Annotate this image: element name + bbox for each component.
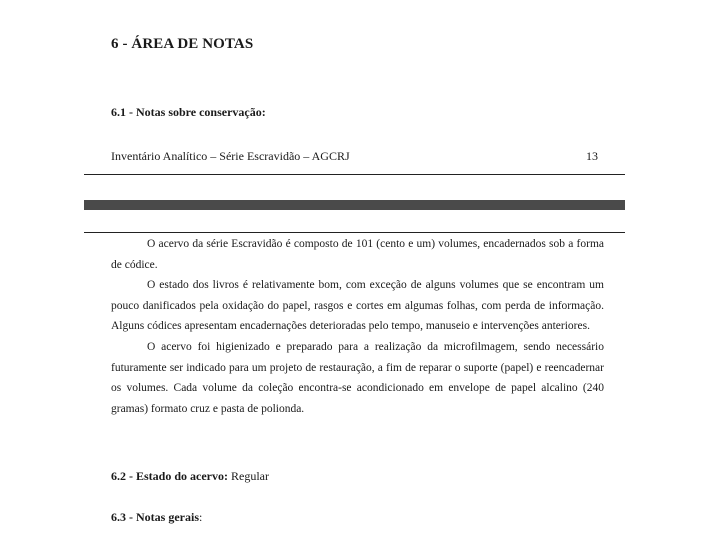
running-header-title: Inventário Analítico – Série Escravidão – AGCRJ bbox=[111, 149, 350, 163]
subsection-label: 6.1 - Notas sobre conservação: bbox=[111, 105, 266, 119]
subsection-colon: : bbox=[198, 510, 203, 524]
page-number: 13 bbox=[586, 149, 598, 163]
page-break-separator bbox=[84, 200, 625, 210]
section-title: 6 - ÁREA DE NOTAS bbox=[111, 36, 254, 52]
state-value: Regular bbox=[231, 469, 269, 483]
conservation-notes-body bbox=[111, 234, 604, 419]
top-rule bbox=[84, 232, 625, 233]
paragraph: O estado dos livros é relativamente bom, com exceção de alguns volumes que se encontram um pouco danificados pela oxidação do papel, rasgos e cortes em algumas folhas, com perda de informação. Alguns códices apresentam encadernações deterioradas pelo tempo, manuseio e intervenções anteriores. bbox=[111, 279, 604, 333]
paragraph: O acervo da série Escravidão é composto de 101 (cento e um) volumes, encadernados sob a forma de códice. bbox=[111, 238, 604, 271]
header-rule bbox=[84, 174, 625, 175]
subsection-label: 6.2 - Estado do acervo: bbox=[111, 469, 228, 483]
subsection-heading-conservation bbox=[111, 105, 266, 120]
paragraph: O acervo foi higienizado e preparado para a realização da microfilmagem, sendo necessário futuramente ser indicado para um projeto de restauração, a fim de reparar o suporte (papel) e reencadernar os volumes. Cada volume da coleção encontra-se acondicionado em envelope de papel alcalino (240 gramas) formato cruz e pasta de polionda. bbox=[111, 340, 604, 415]
running-header bbox=[111, 149, 598, 164]
subsection-heading-state bbox=[111, 469, 269, 484]
subsection-heading-general-notes bbox=[111, 510, 202, 525]
subsection-label: 6.3 - Notas gerais bbox=[111, 510, 199, 524]
